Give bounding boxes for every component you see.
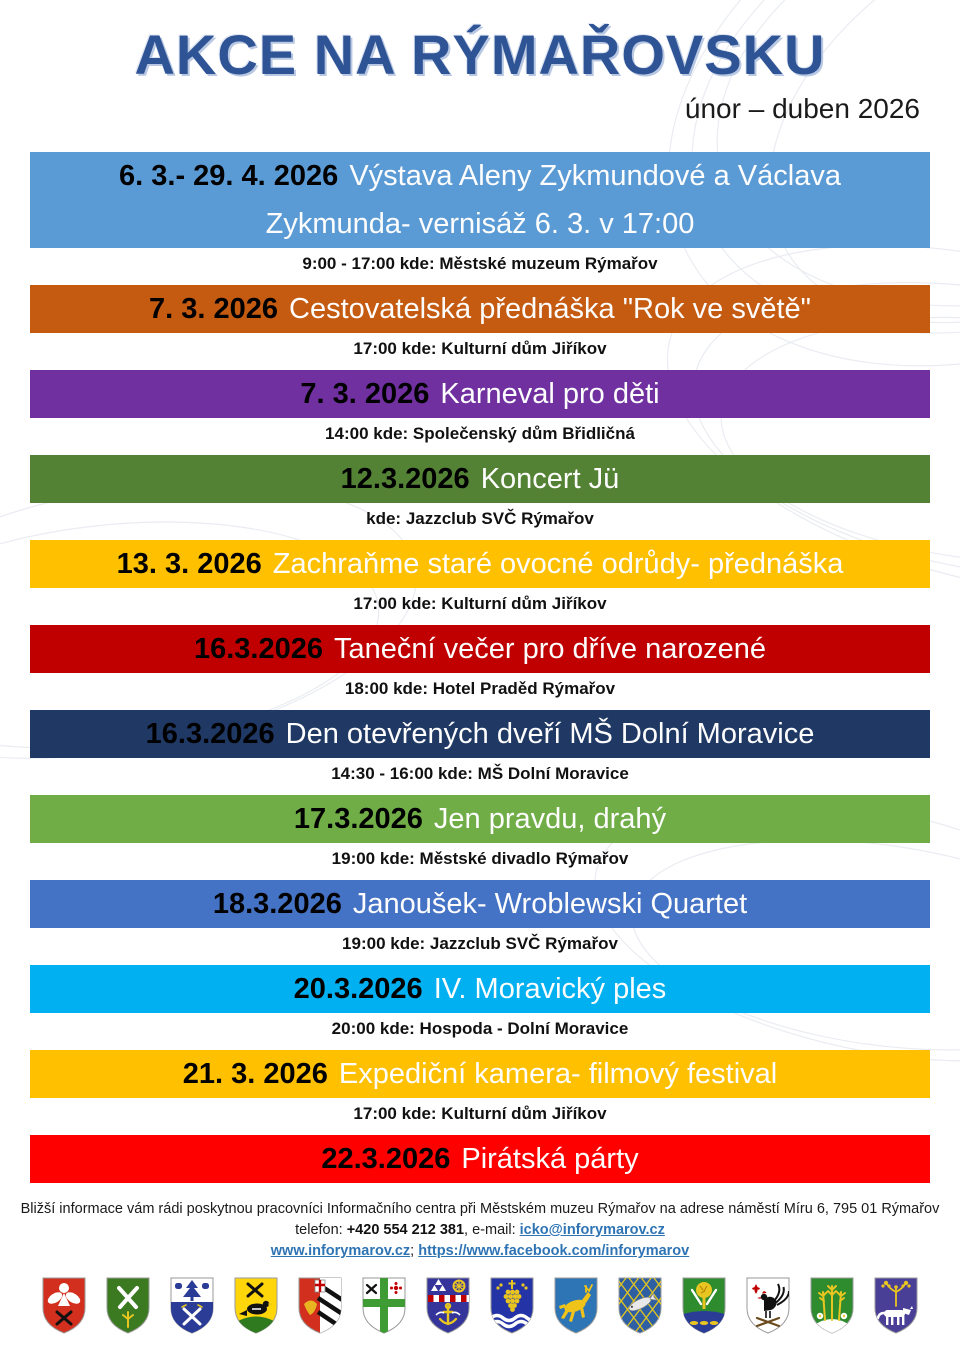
event-date: 12.3.2026 (340, 463, 470, 495)
coat-of-arms-11-icon (680, 1276, 728, 1336)
event-title: Den otevřených dveří MŠ Dolní Moravice (285, 718, 815, 750)
event-meta: 18:00 kde: Hotel Praděd Rýmařov (344, 679, 616, 698)
event-meta: 14:30 - 16:00 kde: MŠ Dolní Moravice (331, 764, 629, 783)
coat-of-arms-3-icon (168, 1276, 216, 1336)
event-date: 7. 3. 2026 (300, 378, 430, 410)
event-date: 16.3.2026 (193, 633, 323, 665)
coat-of-arms-7-icon (424, 1276, 472, 1336)
event-row (30, 880, 930, 956)
event-row (30, 370, 930, 446)
phone-number: +420 554 212 381 (346, 1222, 465, 1238)
event-row (30, 1135, 930, 1183)
event-banner (30, 795, 930, 843)
event-title: Karneval pro děti (440, 378, 660, 410)
event-row (30, 795, 930, 871)
event-row (30, 710, 930, 786)
footer-info-line: Bližší informace vám rádi poskytnou pracovníci Informačního centra při Městském muzeu Rýmařov na adrese náměstí Míru 6, 795 01 Rýmařov (20, 1201, 940, 1217)
footer (0, 1199, 960, 1262)
municipal-coats-of-arms-row (0, 1276, 960, 1336)
event-title: Koncert Jü (480, 463, 620, 495)
event-banner (30, 285, 930, 333)
event-date: 17.3.2026 (293, 803, 423, 835)
event-banner (30, 710, 930, 758)
footer-links-line (0, 1241, 960, 1262)
coat-of-arms-9-icon (552, 1276, 600, 1336)
email-link[interactable]: icko@inforymarov.cz (519, 1222, 665, 1238)
event-title: IV. Moravický ples (433, 973, 667, 1005)
event-meta: 17:00 kde: Kulturní dům Jiříkov (353, 339, 607, 358)
website-link[interactable]: www.inforymarov.cz (270, 1243, 411, 1259)
event-list (0, 152, 960, 1183)
event-title: Zachraňme staré ovocné odrůdy- přednáška (272, 548, 844, 580)
event-date: 20.3.2026 (293, 973, 423, 1005)
event-date: 22.3.2026 (321, 1143, 451, 1175)
event-title: Taneční večer pro dříve narozené (333, 633, 767, 665)
coat-of-arms-1-icon (40, 1276, 88, 1336)
date-range-subtitle: únor – duben 2026 (684, 93, 920, 124)
event-banner (30, 625, 930, 673)
footer-contact-line (0, 1220, 960, 1241)
phone-label: telefon: (295, 1222, 347, 1238)
event-banner (30, 455, 930, 503)
event-date: 7. 3. 2026 (149, 293, 279, 325)
header (0, 0, 960, 126)
event-date: 16.3.2026 (145, 718, 275, 750)
event-meta: 19:00 kde: Jazzclub SVČ Rýmařov (342, 934, 618, 953)
event-banner (30, 1050, 930, 1098)
event-meta: 14:00 kde: Společenský dům Břidličná (325, 424, 635, 443)
event-banner (30, 370, 930, 418)
coat-of-arms-8-icon (488, 1276, 536, 1336)
event-meta: 20:00 kde: Hospoda - Dolní Moravice (331, 1019, 629, 1038)
event-date: 6. 3.- 29. 4. 2026 (119, 160, 339, 192)
coat-of-arms-10-icon (616, 1276, 664, 1336)
event-row (30, 455, 930, 531)
event-date: 18.3.2026 (212, 888, 342, 920)
event-title: Jen pravdu, drahý (433, 803, 667, 835)
event-banner (30, 540, 930, 588)
event-row (30, 152, 930, 276)
coat-of-arms-13-icon (808, 1276, 856, 1336)
event-meta: 17:00 kde: Kulturní dům Jiříkov (353, 594, 607, 613)
event-banner (30, 152, 930, 248)
event-title: Cestovatelská přednáška "Rok ve světě" (289, 293, 811, 325)
coat-of-arms-6-icon (360, 1276, 408, 1336)
coat-of-arms-12-icon (744, 1276, 792, 1336)
event-row (30, 625, 930, 701)
event-title: Janoušek- Wroblewski Quartet (352, 888, 748, 920)
event-date: 13. 3. 2026 (116, 548, 262, 580)
event-row (30, 540, 930, 616)
event-meta: 19:00 kde: Městské divadlo Rýmařov (331, 849, 629, 868)
event-banner (30, 965, 930, 1013)
page-title: AKCE NA RÝMAŘOVSKU (134, 23, 826, 86)
coat-of-arms-5-icon (296, 1276, 344, 1336)
event-title: Výstava Aleny Zykmundové a Václava (349, 160, 841, 192)
event-title-line2: Zykmunda- vernisáž 6. 3. v 17:00 (265, 208, 695, 240)
event-row (30, 1050, 930, 1126)
facebook-link[interactable]: https://www.facebook.com/inforymarov (418, 1243, 690, 1259)
event-banner (30, 1135, 930, 1183)
event-title: Expediční kamera- filmový festival (338, 1058, 778, 1090)
event-row (30, 965, 930, 1041)
coat-of-arms-4-icon (232, 1276, 280, 1336)
event-date: 21. 3. 2026 (182, 1058, 328, 1090)
event-meta: 9:00 - 17:00 kde: Městské muzeum Rýmařov (302, 254, 658, 273)
event-banner (30, 880, 930, 928)
coat-of-arms-2-icon (104, 1276, 152, 1336)
coat-of-arms-14-icon (872, 1276, 920, 1336)
event-row (30, 285, 930, 361)
event-meta: kde: Jazzclub SVČ Rýmařov (366, 509, 594, 528)
email-label: , e-mail: (464, 1222, 520, 1238)
event-title: Pirátská párty (461, 1143, 639, 1175)
event-meta: 17:00 kde: Kulturní dům Jiříkov (353, 1104, 607, 1123)
link-separator: ; (410, 1243, 419, 1259)
